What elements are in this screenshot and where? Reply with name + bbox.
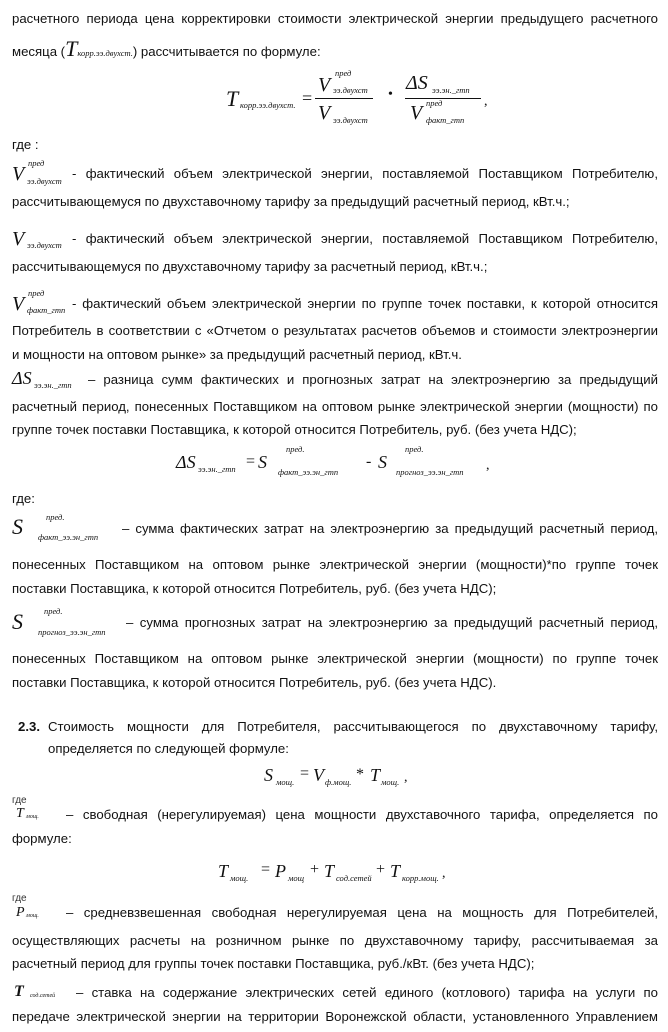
math-symbol: T	[390, 861, 401, 881]
section-line: Стоимость мощности для Потребителя, рассчитывающегося по двухставочному тарифу,	[48, 719, 658, 734]
math-symbol: T	[218, 861, 229, 881]
math-subscript: факт_ээ.эн_гтп	[38, 532, 99, 542]
equals-sign: =	[300, 765, 310, 782]
definition-line: Потребитель в соответствии с «Отчетом о результатах расчетов объемов и стоимости электроэнергии	[12, 323, 658, 338]
math-superscript: пред	[426, 98, 443, 108]
where-label: где:	[12, 491, 35, 506]
math-superscript: пред	[335, 68, 352, 78]
multiply-star: *	[356, 766, 364, 783]
math-subscript: ээ.двухст	[333, 85, 368, 95]
math-subscript: ээ.эн._гтп	[198, 464, 236, 474]
fraction-bar	[315, 98, 373, 99]
math-subscript: мощ.	[276, 777, 295, 787]
math-subscript: корр.ээ.двухст.	[77, 48, 133, 58]
math-symbol: P	[275, 861, 286, 881]
definition-line: группе точек поставки Поставщика, к которой относится Потребитель, руб. (без учета НДС);	[12, 422, 577, 437]
math-symbol: P	[16, 905, 25, 920]
definition-line: – средневзвешенная свободная нерегулируемая цена на мощность для Потребителей,	[66, 905, 658, 920]
math-symbol: V	[313, 765, 324, 785]
math-subscript: ээ.эн._гтп	[432, 85, 470, 95]
math-symbol: T	[14, 983, 24, 1000]
definition-line: понесенных Поставщиком на оптовом рынке электрической энергии (мощности)*по группе точек	[12, 557, 658, 572]
math-subscript: мощ.	[381, 777, 400, 787]
math-subscript: корр.ээ.двухст.	[240, 100, 296, 110]
math-superscript: пред	[28, 158, 45, 168]
formula-comma: ,	[486, 458, 490, 473]
math-symbol: S	[12, 514, 23, 539]
plus-sign: +	[310, 861, 320, 878]
math-subscript: сод.сетей	[336, 873, 372, 883]
section-number: 2.3.	[18, 719, 40, 734]
math-subscript: сод.сетей	[30, 993, 56, 999]
equals-sign: =	[261, 861, 271, 878]
math-subscript: факт_ээ.эн_гтп	[278, 467, 339, 477]
math-subscript: ф.мощ.	[325, 777, 352, 787]
math-subscript: ээ.двухст	[27, 240, 62, 250]
definition-line: осуществляющих расчеты на розничном рынке по двухставочному тарифу, рассчитываемая за	[12, 933, 658, 948]
math-subscript: мощ.	[230, 873, 249, 883]
math-symbol: T	[324, 861, 335, 881]
plus-sign: +	[376, 861, 386, 878]
math-subscript: мощ	[288, 873, 305, 883]
math-superscript: пред.	[46, 512, 65, 522]
formula-comma: ,	[404, 770, 408, 785]
where-label: где	[12, 893, 27, 904]
math-subscript: прогноз_ээ.эн_гтп	[38, 627, 106, 637]
math-subscript: ээ.двухст	[27, 176, 62, 186]
fraction-bar	[405, 98, 481, 99]
math-symbol: S	[258, 452, 267, 472]
definition-line: расчетный период, понесенных Поставщиком на оптовом рынке электрической энергии (мощности) по	[12, 399, 658, 414]
definition-line: – сумма фактических затрат на электроэнергию за предыдущий расчетный период,	[122, 521, 658, 536]
definition-line: – сумма прогнозных затрат на электроэнергию за предыдущий расчетный период,	[126, 615, 658, 630]
math-symbol: S	[378, 452, 387, 472]
math-subscript: корр.мощ.	[402, 873, 439, 883]
math-symbol: V	[318, 102, 331, 124]
paragraph-line	[12, 36, 321, 62]
definition-line: поставки Поставщика, к которой относится Потребитель, руб. (без учета НДС).	[12, 675, 497, 690]
minus-sign: -	[366, 453, 372, 470]
definition-line: рассчитывающемуся по двухставочному тарифу за предыдущий расчетный период, кВт.ч.;	[12, 194, 570, 209]
definition-line: передаче электрической энергии на территории Воронежской области, установленного Управлением	[12, 1009, 658, 1024]
math-symbol: T	[370, 765, 381, 785]
math-subscript: мощ.	[26, 814, 39, 820]
math-symbol: ΔS	[176, 452, 196, 472]
math-subscript: факт_гтп	[27, 305, 66, 315]
paragraph-line: расчетного периода цена корректировки стоимости электрической энергии предыдущего расчетного	[12, 11, 658, 26]
definition-line: формуле:	[12, 831, 72, 846]
math-symbol: S	[12, 609, 23, 634]
math-superscript: пред	[28, 288, 45, 298]
definition-line: - фактический объем электрической энергии, поставляемой Поставщиком Потребителю,	[72, 166, 658, 181]
definition-line: – разница сумм фактических и прогнозных затрат на электроэнергию за предыдущий	[88, 372, 658, 387]
where-label: где :	[12, 137, 39, 152]
math-symbol: T	[16, 806, 24, 821]
section-line: определяется по следующей формуле:	[48, 741, 289, 756]
where-label: где	[12, 795, 27, 806]
definition-line: – свободная (нерегулируемая) цена мощности двухставочного тарифа, определяется по	[66, 807, 658, 822]
formula-comma: ,	[442, 866, 446, 881]
math-superscript: пред.	[286, 444, 305, 454]
definition-line: рассчитывающемуся по двухставочному тарифу за расчетный период, кВт.ч.;	[12, 259, 488, 274]
paragraph-text: ) рассчитывается по формуле:	[132, 44, 321, 59]
math-symbol: V	[12, 293, 25, 315]
math-subscript: ээ.двухст	[333, 115, 368, 125]
equals-sign: =	[246, 453, 256, 470]
math-superscript: пред.	[44, 606, 63, 616]
multiply-dot: •	[388, 87, 393, 102]
definition-line: - фактический объем электрической энергии по группе точек поставки, к которой относится	[72, 296, 658, 311]
math-symbol: ΔS	[12, 368, 32, 388]
definition-line: понесенных Поставщиком на оптовом рынке электрической энергии (мощности) по группе точек	[12, 651, 658, 666]
equals-sign: =	[302, 88, 313, 108]
math-subscript: мощ.	[26, 913, 39, 919]
math-symbol: ΔS	[406, 72, 428, 94]
math-symbol: V	[12, 163, 25, 185]
definition-line: – ставка на содержание электрических сетей единого (котлового) тарифа на услуги по	[76, 985, 658, 1000]
formula-comma: ,	[484, 94, 488, 109]
math-symbol: V	[318, 74, 331, 96]
math-symbol: T	[65, 36, 78, 61]
definition-line: расчетный период для группы точек поставки Поставщика, руб./кВт. (без учета НДС);	[12, 956, 535, 971]
math-symbol: T	[226, 86, 239, 111]
math-symbol: S	[264, 765, 273, 785]
math-superscript: пред.	[405, 444, 424, 454]
paragraph-text: месяца (	[12, 44, 66, 59]
definition-line: - фактический объем электрической энергии, поставляемой Поставщиком Потребителю,	[72, 231, 658, 246]
definition-line: поставки Поставщика, к которой относится Потребитель, руб. (без учета НДС);	[12, 581, 497, 596]
definition-line: и мощности на оптовом рынке» за предыдущий расчетный период, кВт.ч.	[12, 347, 462, 362]
math-subscript: прогноз_ээ.эн_гтп	[396, 467, 464, 477]
math-symbol: V	[12, 228, 25, 250]
math-symbol: V	[410, 102, 423, 124]
math-subscript: факт_гтп	[426, 115, 465, 125]
math-subscript: ээ.эн._гтп	[34, 380, 72, 390]
